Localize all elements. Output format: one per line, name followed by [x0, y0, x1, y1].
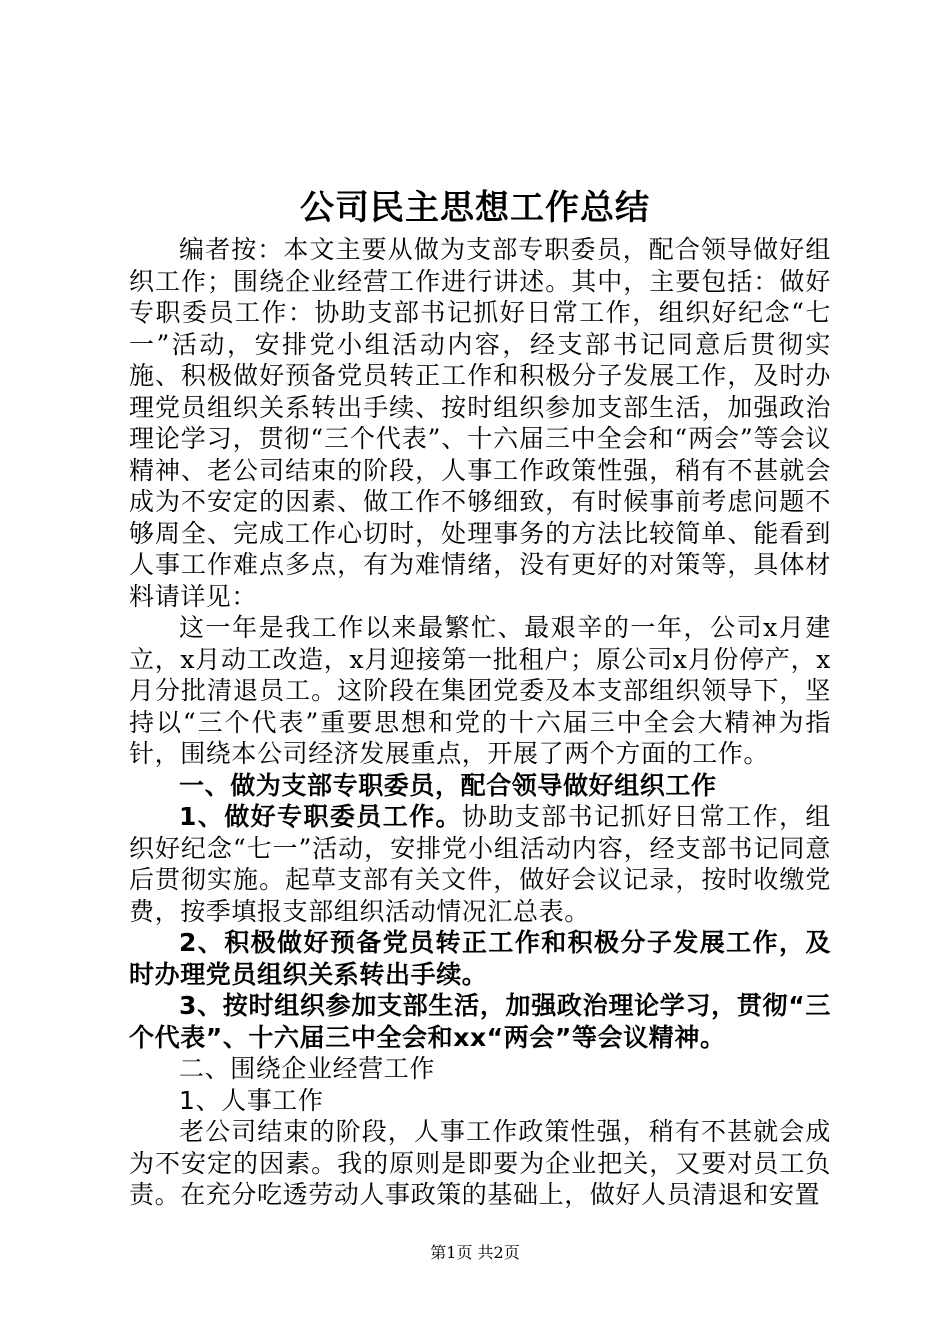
item-paragraph-2: 2、积极做好预备党员转正工作和积极分子发展工作，及时办理党员组织关系转出手续。	[129, 928, 831, 989]
item-paragraph-1	[129, 801, 831, 927]
intro-paragraph: 这一年是我工作以来最繁忙、最艰辛的一年，公司x月建立，x月动工改造，x月迎接第一批租户；原公司x月份停产，x月分批清退员工。这阶段在集团党委及本支部组织领导下，坚持以“三个代表”重要思想和党的十六届三中全会大精神为指针，围绕本公司经济发展重点，开展了两个方面的工作。	[129, 613, 831, 768]
item-lead-1: 1、做好专职委员工作。	[179, 802, 462, 831]
sub-heading-personnel: 1、人事工作	[179, 1085, 324, 1115]
document-title: 公司民主思想工作总结	[300, 188, 650, 228]
document-body	[129, 234, 831, 1211]
page-footer: 第1页 共2页	[430, 1243, 520, 1262]
editor-note-paragraph: 编者按：本文主要从做为支部专职委员，配合领导做好组织工作；围绕企业经营工作进行讲述。其中，主要包括：做好专职委员工作：协助支部书记抓好日常工作，组织好纪念“七一”活动，安排党小组活动内容，经支部书记同意后贯彻实施、积极做好预备党员转正工作和积极分子发展工作，及时办理党员组织关系转出手续、按时组织参加支部生活，加强政治理论学习，贯彻“三个代表”、十六届三中全会和“两会”等会议精神、老公司结束的阶段，人事工作政策性强，稍有不甚就会成为不安定的因素、做工作不够细致，有时候事前考虑问题不够周全、完成工作心切时，处理事务的方法比较简单、能看到人事工作难点多点，有为难情绪，没有更好的对策等，具体材料请详见：	[129, 235, 831, 611]
section-heading-1: 一、做为支部专职委员，配合领导做好组织工作	[179, 770, 717, 800]
personnel-paragraph: 老公司结束的阶段，人事工作政策性强，稍有不甚就会成为不安定的因素。我的原则是即要为企业把关，又要对员工负责。在充分吃透劳动人事政策的基础上，做好人员清退和安置	[129, 1117, 831, 1209]
section-heading-2: 二、围绕企业经营工作	[179, 1054, 436, 1083]
item-paragraph-3: 3、按时组织参加支部生活，加强政治理论学习，贯彻“三个代表”、十六届三中全会和xx“两会”等会议精神。	[129, 991, 831, 1052]
item-text-1: 协助支部书记抓好日常工作，组织好纪念“七一”活动，安排党小组活动内容，经支部书记同意后贯彻实施。起草支部有关文件，做好会议记录，按时收缴党费，按季填报支部组织活动情况汇总表。	[129, 802, 831, 926]
